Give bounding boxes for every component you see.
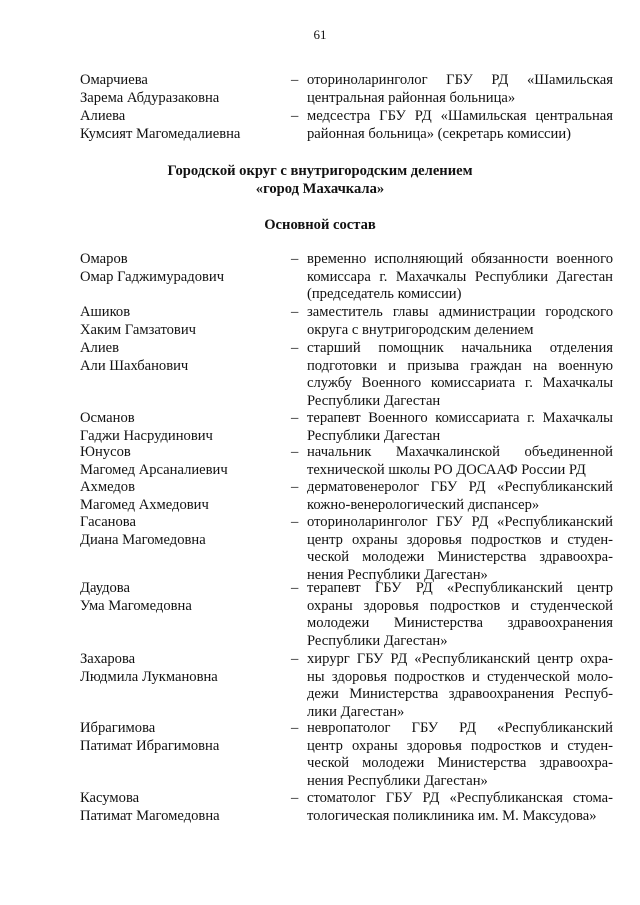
position-line: стоматолог ГБУ РД «Республиканская стома- (307, 790, 613, 806)
member-given-names: Диана Магомедовна (80, 531, 206, 548)
member-given-names: Патимат Ибрагимовна (80, 737, 220, 754)
member-position (307, 651, 613, 721)
position-line: временно исполняющий обязанности военного (307, 251, 613, 267)
position-line: дерматовенеролог ГБУ РД «Республиканский (307, 479, 613, 495)
position-line: районная больница» (секретарь комиссии) (307, 125, 571, 142)
dash-separator: – (291, 108, 299, 124)
section-heading-line: «город Махачкала» (255, 180, 385, 197)
member-name (80, 444, 280, 479)
member-given-names: Хаким Гамзатович (80, 321, 196, 338)
member-surname: Османов (80, 410, 135, 426)
position-line: молодежи Министерства здравоохранения (307, 615, 613, 632)
member-position (307, 720, 613, 790)
position-line: кожно-венерологический диспансер» (307, 496, 540, 513)
position-line: Республики Дагестан (307, 427, 441, 444)
member-position (307, 72, 613, 107)
member-position (307, 251, 613, 304)
position-line: ны здоровья подростков и студенческой моло- (307, 668, 613, 685)
dash-separator: – (291, 580, 299, 596)
position-line: технической школы РО ДОСААФ России РД (307, 461, 586, 478)
member-name (80, 72, 280, 107)
position-line: Республики Дагестан (307, 392, 441, 409)
member-given-names: Омар Гаджимурадович (80, 268, 225, 285)
member-position (307, 790, 613, 825)
member-surname: Касумова (80, 790, 140, 806)
position-line: оториноларинголог ГБУ РД «Шамильская (307, 72, 613, 88)
dash-separator: – (291, 72, 299, 88)
position-line: центральная районная больница» (307, 89, 516, 106)
position-line: комиссара г. Махачкалы Республики Дагестан (307, 268, 613, 285)
member-position (307, 514, 613, 584)
dash-separator: – (291, 651, 299, 667)
dash-separator: – (291, 410, 299, 426)
member-name (80, 410, 280, 445)
member-surname: Омарчиева (80, 72, 148, 88)
member-surname: Захарова (80, 651, 136, 667)
position-line: заместитель главы администрации городского (307, 304, 613, 320)
dash-separator: – (291, 251, 299, 267)
dash-separator: – (291, 479, 299, 495)
member-name (80, 720, 280, 755)
member-surname: Ибрагимова (80, 720, 156, 736)
position-line: нения Республики Дагестан» (307, 772, 488, 789)
dash-separator: – (291, 720, 299, 736)
dash-separator: – (291, 340, 299, 356)
member-surname: Юнусов (80, 444, 131, 460)
position-line: дежи Министерства здравоохранения Респуб- (307, 686, 613, 703)
member-name (80, 108, 280, 143)
member-name (80, 304, 280, 339)
member-surname: Алиев (80, 340, 119, 356)
position-line: центр охраны здоровья подростков и студен- (307, 531, 613, 548)
member-surname: Гасанова (80, 514, 136, 530)
position-line: хирург ГБУ РД «Республиканский центр охра- (307, 651, 613, 667)
member-surname: Омаров (80, 251, 128, 267)
member-given-names: Гаджи Насрудинович (80, 427, 213, 444)
dash-separator: – (291, 514, 299, 530)
position-line: ческой молодежи Министерства здравоохра- (307, 549, 613, 566)
member-surname: Ахмедов (80, 479, 135, 495)
position-line: ческой молодежи Министерства здравоохра- (307, 755, 613, 772)
member-given-names: Магомед Ахмедович (80, 496, 209, 513)
member-position (307, 444, 613, 479)
member-given-names: Кумсият Магомедалиевна (80, 125, 241, 142)
member-name (80, 479, 280, 514)
dash-separator: – (291, 790, 299, 806)
member-given-names: Патимат Магомедовна (80, 807, 220, 824)
position-line: центр охраны здоровья подростков и студен- (307, 737, 613, 754)
member-name (80, 340, 280, 375)
position-line: оториноларинголог ГБУ РД «Республиканский (307, 514, 613, 530)
member-given-names: Ума Магомедовна (80, 597, 192, 614)
position-line: старший помощник начальника отделения (307, 340, 613, 356)
position-line: Республики Дагестан» (307, 632, 448, 649)
position-line: невропатолог ГБУ РД «Республиканский (307, 720, 613, 736)
dash-separator: – (291, 444, 299, 460)
member-given-names: Людмила Лукмановна (80, 668, 218, 685)
position-line: подготовки и призыва граждан на военную (307, 357, 613, 374)
member-name (80, 251, 280, 286)
member-position (307, 108, 613, 143)
member-position (307, 580, 613, 650)
position-line: охраны здоровья подростков и студенческой (307, 597, 613, 614)
member-name (80, 514, 280, 549)
position-line: начальник Махачкалинской объединенной (307, 444, 613, 460)
member-surname: Даудова (80, 580, 130, 596)
member-given-names: Магомед Арсаналиевич (80, 461, 228, 478)
member-position (307, 479, 613, 514)
position-line: нения Республики Дагестан» (307, 566, 488, 583)
position-line: медсестра ГБУ РД «Шамильская центральная (307, 108, 613, 124)
member-name (80, 580, 280, 615)
member-surname: Ашиков (80, 304, 131, 320)
member-given-names: Али Шахбанович (80, 357, 189, 374)
section-heading-line: Городской округ с внутригородским делением (167, 163, 473, 179)
member-position (307, 410, 613, 445)
position-line: тологическая поликлиника им. М. Максудова» (307, 807, 597, 824)
position-line: службу Военного комиссариата г. Махачкалы (307, 375, 613, 392)
subheading: Основной состав (264, 217, 376, 233)
position-line: лики Дагестан» (307, 703, 405, 720)
member-position (307, 304, 613, 339)
member-name (80, 790, 280, 825)
section-heading (0, 163, 640, 198)
position-line: округа с внутригородским делением (307, 321, 534, 338)
position-line: (председатель комиссии) (307, 286, 462, 303)
dash-separator: – (291, 304, 299, 320)
page-number: 61 (313, 27, 327, 42)
member-surname: Алиева (80, 108, 126, 124)
position-line: терапевт ГБУ РД «Республиканский центр (307, 580, 613, 596)
member-name (80, 651, 280, 686)
member-position (307, 340, 613, 410)
position-line: терапевт Военного комиссариата г. Махачкалы (307, 410, 613, 426)
member-given-names: Зарема Абдуразаковна (80, 89, 220, 106)
